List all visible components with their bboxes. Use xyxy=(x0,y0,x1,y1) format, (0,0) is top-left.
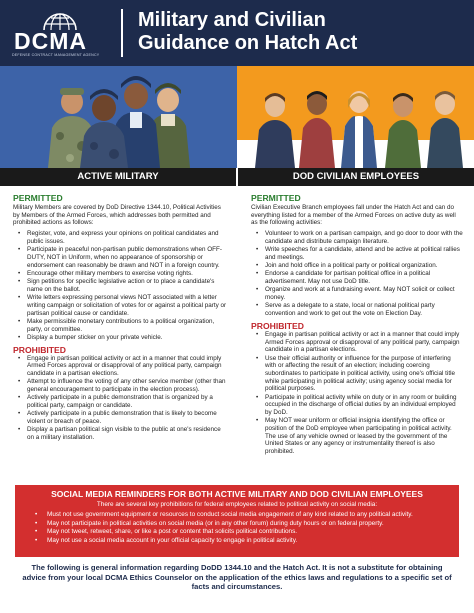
title-line-2: Guidance on Hatch Act xyxy=(138,32,358,54)
civilian-prohibited-heading: PROHIBITED xyxy=(251,320,304,331)
list-item: • May NOT wear uniform or official insignia identifying the office or position of the DoD employee when participating in political activity. The use of any vehicle owned or leased by the government of the United States or any agency or instrumentality thereof is also prohibited. xyxy=(251,417,463,456)
page-title xyxy=(138,9,468,55)
list-item: • Use their official authority or influence for the purpose of interfering with or affecting the result of an election; including coercing subordinates to participate in political activity, using one's official title while participating in political activity; using agency social media for political purposes. xyxy=(251,355,463,394)
list-item: • Join and hold office in a political party or political organization. xyxy=(251,262,463,270)
social-media-list xyxy=(25,511,449,546)
list-item: • Volunteer to work on a partisan campaign, and go door to door with the candidate and distribute campaign literature. xyxy=(251,230,463,245)
military-prohibited-list xyxy=(13,355,227,442)
civilian-prohibited-list xyxy=(251,331,463,456)
military-personnel-illustration xyxy=(0,66,237,168)
list-item: • May not use a social media account in your official capacity to engage in political activity. xyxy=(25,537,449,546)
military-permitted-list xyxy=(13,230,227,341)
civilian-employees-illustration xyxy=(237,66,474,168)
military-prohibited-heading: PROHIBITED xyxy=(13,344,66,355)
list-item: • Display a bumper sticker on your private vehicle. xyxy=(13,334,227,342)
social-media-reminders-box xyxy=(15,485,459,557)
header-divider xyxy=(121,9,123,57)
header-bar xyxy=(0,0,474,66)
list-item: • May not tweet, retweet, share, or like a post or content that solicits political contributions. xyxy=(25,528,449,537)
list-item: • Must not use government equipment or resources to conduct social media engagement of any kind related to any political activity. xyxy=(25,511,449,520)
military-column xyxy=(13,192,227,445)
list-item: • Serve as a delegate to a state, local or national political party convention and work to get out the vote on Election Day. xyxy=(251,302,463,317)
globe-icon xyxy=(42,6,78,30)
list-item: • Endorse a candidate for partisan political office in a political advertisement. May not use DoD title. xyxy=(251,270,463,285)
social-media-title: SOCIAL MEDIA REMINDERS FOR BOTH ACTIVE MILITARY AND DOD CIVILIAN EMPLOYEES xyxy=(51,489,423,499)
military-permitted-heading: PERMITTED xyxy=(13,193,63,203)
list-item: • Write speeches for a candidate, attend and be active at political rallies and meetings. xyxy=(251,246,463,261)
military-permitted-intro: Military Members are covered by DoD Directive 1344.10, Political Activities by Members of the Armed Forces, which addresses both permitted and prohibited actions as follows: xyxy=(13,204,221,227)
list-item: • Participate in peaceful non-partisan public demonstrations when OFF-DUTY, NOT in Uniform, when no appearance of sponsorship or endorsement can reasonably be drawn and NOT in a foreign country. xyxy=(13,246,227,269)
list-item: • Register, vote, and express your opinions on political candidates and public issues. xyxy=(13,230,227,245)
dcma-logo xyxy=(12,6,112,62)
list-item: • Encourage other military members to exercise voting rights. xyxy=(13,270,227,278)
list-item: • Engage in partisan political activity or act in a manner that could imply Armed Forces approval or disapproval of any political party, campaign candidate in a partisan elections. xyxy=(13,355,227,378)
civilian-illustration-panel xyxy=(237,66,474,168)
list-item: • Actively participate in a public demonstration that is likely to become violent or breach of peace. xyxy=(13,410,227,425)
logo-wordmark: DCMA xyxy=(14,28,87,54)
active-military-header: ACTIVE MILITARY xyxy=(0,168,236,186)
list-item: • Organize and work at a fundraising event. May NOT solicit or collect money. xyxy=(251,286,463,301)
list-item: • Display a partisan political sign visible to the public at one's residence on a military installation. xyxy=(13,426,227,441)
disclaimer-footer: The following is general information regarding DoDD 1344.10 and the Hatch Act. It is not a substitute for obtaining advice from your local DCMA Ethics Counselor on the application of the ethics laws and regulations to a specific set of facts and circumstances. xyxy=(22,563,452,591)
list-item: • Attempt to influence the voting of any other service member (other than general encouragement to participate in the election process). xyxy=(13,378,227,393)
list-item: • Make permissible monetary contributions to a political organization, party, or committee. xyxy=(13,318,227,333)
list-item: • Actively participate in a public demonstration that is organized by a political party, campaign or candidate. xyxy=(13,394,227,409)
civilian-permitted-intro: Civilian Executive Branch employees fall under the Hatch Act and can do everything listed for a member of the Armed Forces on active duty as well as the following activities: xyxy=(251,204,456,227)
title-line-1: Military and Civilian xyxy=(138,9,326,31)
dod-civilian-header: DOD CIVILIAN EMPLOYEES xyxy=(238,168,474,186)
list-item: • May not participate in political activities on social media (or in any other forum) during duty hours or on federal property. xyxy=(25,520,449,529)
military-illustration-panel xyxy=(0,66,237,168)
logo-subtitle: DEFENSE CONTRACT MANAGEMENT AGENCY xyxy=(12,53,100,57)
list-item: • Engage in partisan political activity or act in a manner that could imply Armed Forces approval or disapproval of any political party, campaign candidate in a partisan elections. xyxy=(251,331,463,354)
social-media-intro: There are several key prohibitions for federal employees related to political activity on social media: xyxy=(96,501,378,508)
list-item: • Write letters expressing personal views NOT associated with a letter writing campaign or solicitation of votes for or against a political party or partisan political cause or candidate. xyxy=(13,294,227,317)
civilian-column xyxy=(251,192,463,459)
list-item: • Sign petitions for specific legislative action or to place a candidate's name on the ballot. xyxy=(13,278,227,293)
list-item: • Participate in political activity while on duty or in any room or building occupied in the discharge of official duties by an individual employed by DoD. xyxy=(251,394,463,417)
civilian-permitted-heading: PERMITTED xyxy=(251,193,301,203)
civilian-permitted-list xyxy=(251,230,463,318)
